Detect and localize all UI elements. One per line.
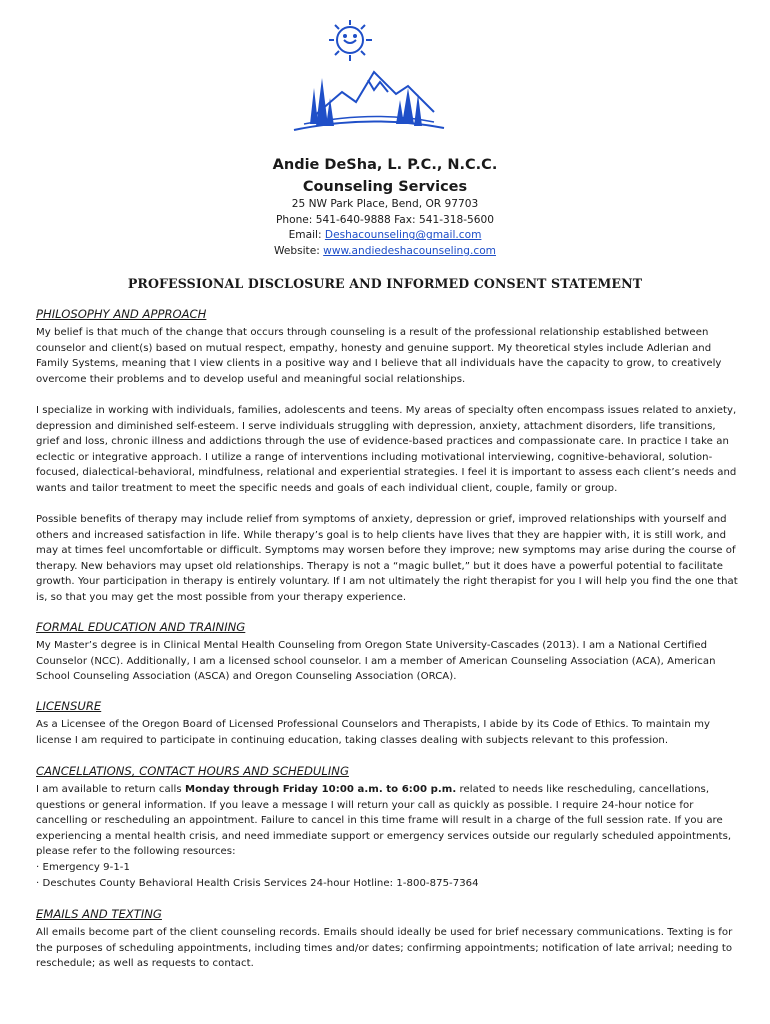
section-heading-education: FORMAL EDUCATION AND TRAINING	[36, 620, 246, 634]
resource-list	[36, 860, 742, 891]
paragraph-text-start: I am available to return calls	[36, 784, 185, 795]
paragraph-text: As a Licensee of the Oregon Board of Licensed Professional Counselors and Therapists, I abide by its Code of Ethics. To maintain my license I am required to participate in continuing education, taking classes dealing with subjects relevant to this profession.	[36, 719, 711, 746]
section-heading-cancellations: CANCELLATIONS, CONTACT HOURS AND SCHEDULING	[36, 764, 349, 778]
document-title: PROFESSIONAL DISCLOSURE AND INFORMED CONSENT STATEMENT	[127, 276, 643, 291]
philosophy-paragraph-3	[36, 512, 742, 606]
paragraph-text: Possible benefits of therapy may include relief from symptoms of anxiety, depression or grief, improved relationships with yourself and others and increased satisfaction in life. While therapy’s goal is to help clients have lives that they are happier with, it is still work, and may at times feel uncomfortable or difficult. Symptoms may worsen before they improve; new symptoms may arise during the course of therapy. New behaviors may upset old relationships. Therapy is not a “magic bullet,” but it does have a powerful potential to facilitate growth. Your participation in therapy is entirely voluntary. If I am not ultimately the right therapist for you I will help you find the one that is, so that you may get the most possible from your therapy experience.	[36, 514, 738, 603]
paragraph-text: I specialize in working with individuals, families, adolescents and teens. My areas of specialty often encompass issues related to anxiety, depression and diminished self-esteem. I serve individuals struggling with depression, anxiety, attachment disorders, life transitions, grief and loss, chronic illness and addictions through the use of evidence-based practices and compassionate care. In practice I take an eclectic or integrative approach. I utilize a range of interventions including motivational interviewing, cognitive-behavioral, solution-focused, dialectical-behavioral, mindfulness, relational and experiential strategies. I feel it is important to assess each client’s needs and wants and tailor treatment to meet the specific needs and goals of each individual client, couple, family or group.	[36, 405, 737, 494]
contact-hours: Monday through Friday 10:00 a.m. to 6:00 p.m.	[184, 784, 457, 795]
education-paragraph	[36, 638, 742, 685]
email-label: Email:	[288, 229, 325, 242]
address: 25 NW Park Place, Bend, OR 97703	[291, 198, 479, 210]
licensure-paragraph	[36, 717, 742, 748]
resource-emergency: · Emergency 9-1-1	[36, 860, 742, 876]
paragraph-text-rest: related to needs like rescheduling, cancellations, questions or general information. If you leave a message I will return your call as quickly as possible. I require 24-hour notice for cancelling or rescheduling an appointment. Failure to cancel in this time frame will result in a charge of the full session rate. If you are experiencing a mental health crisis, and need immediate support or emergency services outside our regularly scheduled appointments, please refer to the following resources:	[36, 784, 732, 858]
paragraph-text: My Master’s degree is in Clinical Mental Health Counseling from Oregon State University-Cascades (2013). I am a National Certified Counselor (NCC). Additionally, I am a licensed school counselor. I am a member of American Counseling Association (ACA), American School Counseling Association (ASCA) and Oregon Counseling Association (ORCA).	[36, 640, 716, 683]
section-heading-licensure: LICENSURE	[36, 699, 102, 713]
website-label: Website:	[273, 245, 324, 258]
philosophy-paragraph-2	[36, 403, 742, 497]
sun-mountain-logo	[284, 16, 454, 136]
paragraph-text	[36, 782, 742, 860]
website-line	[0, 244, 770, 260]
paragraph-text: All emails become part of the client counseling records. Emails should ideally be used for brief necessary communications. Texting is for the purposes of scheduling appointments, including times and/or dates; confirming appointments; notification of late arrival; needing to reschedule; as well as requests to contact.	[36, 927, 733, 970]
website-link[interactable]: www.andiedeshacounseling.com	[323, 245, 496, 258]
practitioner-name: Andie DeSha, L. P.C., N.C.C.	[272, 157, 498, 173]
section-heading-emails: EMAILS AND TEXTING	[36, 907, 162, 921]
philosophy-paragraph-1	[36, 325, 742, 387]
emails-paragraph	[36, 925, 742, 972]
resource-crisis-hotline: · Deschutes County Behavioral Health Crisis Services 24-hour Hotline: 1-800-875-7364	[36, 876, 742, 892]
paragraph-text: My belief is that much of the change that occurs through counseling is a result of the professional relationship established between counselor and client(s) based on mutual respect, empathy, honesty and genuine support. My theoretical styles include Adlerian and Family Systems, meaning that I view clients in a positive way and I believe that all individuals have the capacity to grow, to creatively overcome their problems and to develop useful and meaningful social relationships.	[36, 327, 722, 385]
email-link[interactable]: Deshacounseling@gmail.com	[324, 229, 482, 242]
contact-block	[0, 197, 770, 260]
email-line	[0, 228, 770, 244]
section-heading-philosophy: PHILOSOPHY AND APPROACH	[36, 307, 207, 321]
practice-subtitle: Counseling Services	[302, 179, 468, 195]
phone-fax: Phone: 541-640-9888 Fax: 541-318-5600	[275, 213, 495, 226]
cancellations-paragraph	[36, 782, 742, 891]
